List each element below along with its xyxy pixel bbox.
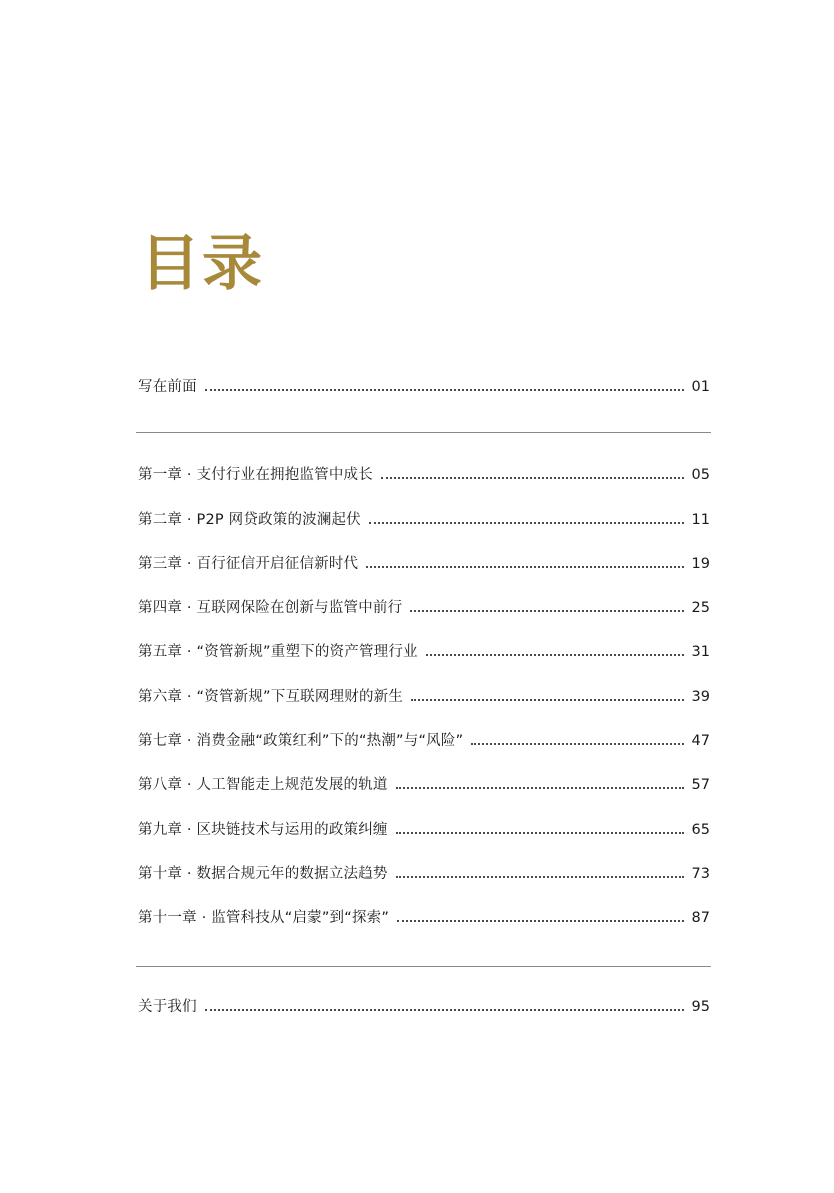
toc-entry-label: 第三章 · 百行征信开启征信新时代 [138, 556, 359, 572]
toc-entry-chapter-7[interactable] [138, 729, 710, 753]
toc-entry-preface[interactable] [138, 375, 710, 399]
toc-page-number: 39 [691, 689, 710, 705]
dot-leader [397, 919, 683, 922]
toc-entry-label: 第十章 · 数据合规元年的数据立法趋势 [138, 866, 388, 882]
dot-leader [369, 521, 684, 524]
toc-page-number: 65 [691, 822, 710, 838]
dot-leader [366, 565, 683, 568]
toc-entry-chapter-2[interactable] [138, 508, 710, 532]
dot-leader [396, 786, 684, 789]
toc-entry-label: 关于我们 [138, 999, 197, 1015]
toc-page-number: 19 [691, 556, 710, 572]
toc-page-number: 11 [691, 512, 710, 528]
dot-leader [381, 476, 684, 479]
toc-entry-label: 第二章 · P2P 网贷政策的波澜起伏 [138, 512, 361, 528]
toc-entry-chapter-11[interactable] [138, 906, 710, 930]
toc-page-number: 95 [691, 999, 710, 1015]
toc-entry-label: 第四章 · 互联网保险在创新与监管中前行 [138, 600, 403, 616]
toc-entry-label: 第六章 · “资管新规”下互联网理财的新生 [138, 689, 404, 705]
toc-page-number: 05 [691, 467, 710, 483]
toc-entry-chapter-1[interactable] [138, 463, 710, 487]
toc-page-number: 73 [691, 866, 710, 882]
toc-entry-chapter-5[interactable] [138, 640, 710, 664]
dot-leader [205, 1008, 684, 1011]
toc-page-number: 31 [691, 644, 710, 660]
toc-entry-chapter-10[interactable] [138, 862, 710, 886]
toc-entry-label: 第九章 · 区块链技术与运用的政策纠缠 [138, 822, 388, 838]
toc-page-number: 25 [691, 600, 710, 616]
toc-page-number: 57 [691, 777, 710, 793]
page-title: 目录 [140, 229, 264, 299]
dot-leader [396, 875, 684, 878]
toc-entry-label: 第一章 · 支付行业在拥抱监管中成长 [138, 467, 373, 483]
toc-entry-label: 第八章 · 人工智能走上规范发展的轨道 [138, 777, 388, 793]
toc-entry-chapter-8[interactable] [138, 773, 710, 797]
section-divider [136, 966, 711, 967]
toc-page-number: 01 [691, 379, 710, 395]
toc-page-number: 87 [691, 910, 710, 926]
dot-leader [411, 698, 683, 701]
toc-entry-chapter-9[interactable] [138, 818, 710, 842]
toc-entry-about[interactable] [138, 995, 710, 1019]
toc-entry-label: 第十一章 · 监管科技从“启蒙”到“探索” [138, 910, 390, 926]
dot-leader [426, 653, 684, 656]
toc-entry-label: 写在前面 [138, 379, 197, 395]
dot-leader [205, 388, 684, 391]
section-divider [136, 432, 711, 433]
toc-entry-chapter-4[interactable] [138, 596, 710, 620]
toc-page-number: 47 [691, 733, 710, 749]
toc-entry-chapter-3[interactable] [138, 552, 710, 576]
toc-entry-label: 第五章 · “资管新规”重塑下的资产管理行业 [138, 644, 418, 660]
dot-leader [471, 742, 683, 745]
dot-leader [410, 609, 683, 612]
toc-entry-label: 第七章 · 消费金融“政策红利”下的“热潮”与“风险” [138, 733, 464, 749]
dot-leader [396, 831, 684, 834]
toc-entry-chapter-6[interactable] [138, 685, 710, 709]
